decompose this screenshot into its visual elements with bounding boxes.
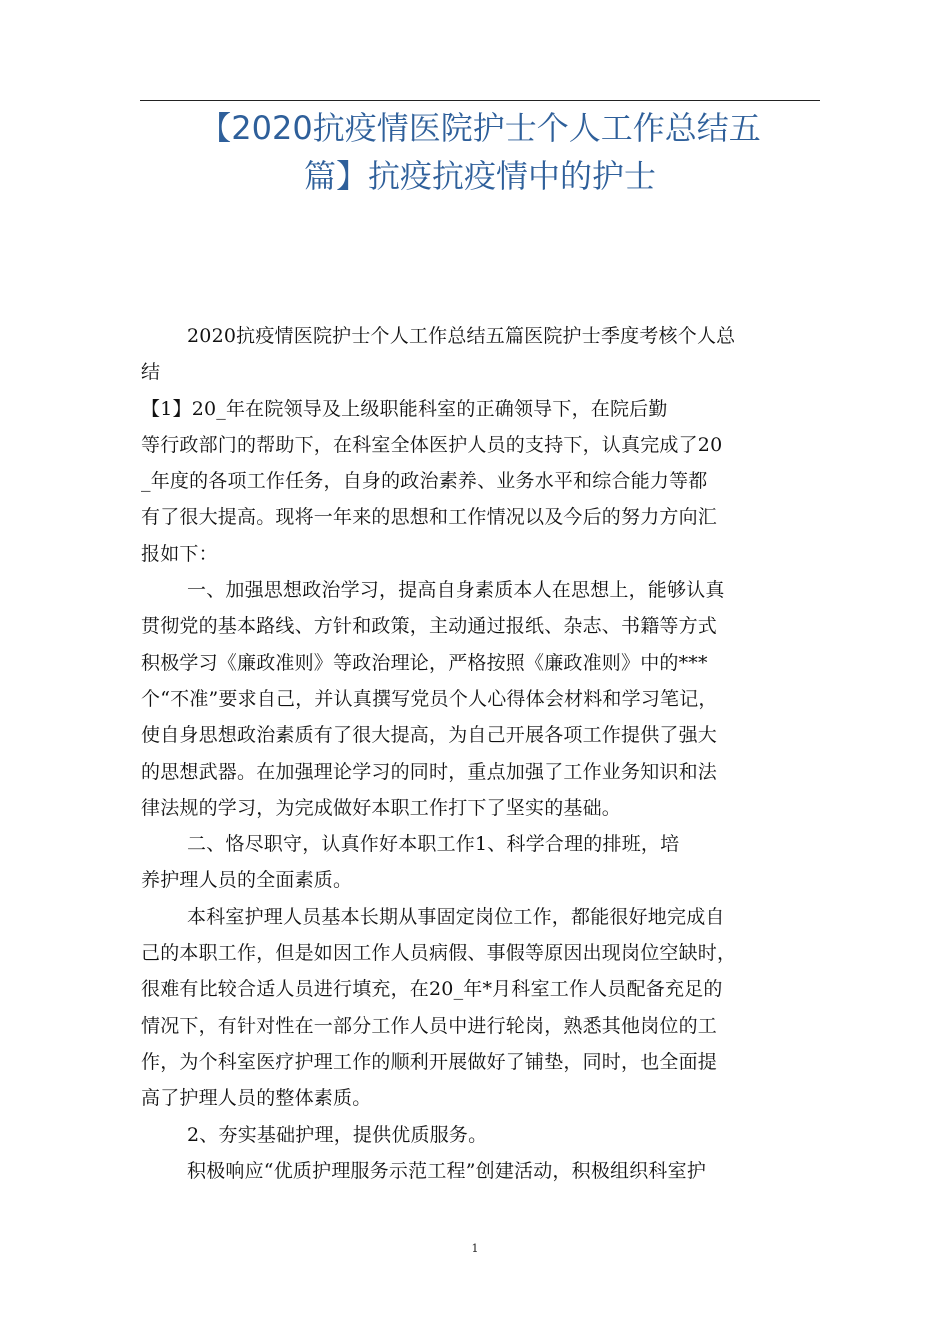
body-line: 积极响应“优质护理服务示范工程”创建活动，积极组织科室护 [187,1159,707,1182]
body-line: 作，为个科室医疗护理工作的顺利开展做好了铺垫，同时，也全面提 [141,1050,718,1073]
body-line: 个“不准”要求自己，并认真撰写党员个人心得体会材料和学习笔记， [141,687,718,710]
body-line: 很难有比较合适人员进行填充，在20_年*月科室工作人员配备充足的 [141,978,723,1001]
body-line: 情况下，有针对性在一部分工作人员中进行轮岗，熟悉其他岗位的工 [141,1014,718,1037]
body-line: 使自身思想政治素质有了很大提高，为自己开展各项工作提供了强大 [141,724,718,747]
document-body [141,318,831,1189]
body-line: 律法规的学习，为完成做好本职工作打下了坚实的基础。 [141,796,622,819]
body-line: _年度的各项工作任务，自身的政治素养、业务水平和综合能力等都 [141,470,708,493]
body-line: 的思想武器。在加强理论学习的同时，重点加强了工作业务知识和法 [141,760,718,783]
body-line: 高了护理人员的整体素质。 [141,1087,372,1110]
page-number: 1 [471,1242,479,1255]
body-line: 养护理人员的全面素质。 [141,869,353,892]
header-rule [140,100,820,101]
body-line: 本科室护理人员基本长期从事固定岗位工作，都能很好地完成自 [187,905,725,928]
body-line: 己的本职工作，但是如因工作人员病假、事假等原因出现岗位空缺时， [141,942,737,965]
body-line: 一、加强思想政治学习，提高自身素质本人在思想上，能够认真 [187,579,725,602]
document-title [140,104,820,200]
body-line: 积极学习《廉政准则》等政治理论，严格按照《廉政准则》中的*** [141,651,708,674]
body-line: 等行政部门的帮助下，在科室全体医护人员的支持下，认真完成了20 [141,433,723,456]
body-line: 结 [141,361,161,384]
body-line: 报如下： [141,542,218,565]
body-line: 2020抗疫情医院护士个人工作总结五篇医院护士季度考核个人总 [187,325,736,347]
body-line: 【1】20_年在院领导及上级职能科室的正确领导下，在院后勤 [141,397,668,420]
body-line: 2、夯实基础护理，提供优质服务。 [187,1123,488,1146]
title-line-2: 篇】抗疫抗疫情中的护士 [303,157,656,195]
body-line: 贯彻党的基本路线、方针和政策，主动通过报纸、杂志、书籍等方式 [141,615,718,638]
title-line-1: 【2020抗疫情医院护士个人工作总结五 [199,109,761,147]
body-line: 有了很大提高。现将一年来的思想和工作情况以及今后的努力方向汇 [141,506,718,529]
body-line: 二、恪尽职守，认真作好本职工作1、科学合理的排班，培 [187,833,680,856]
